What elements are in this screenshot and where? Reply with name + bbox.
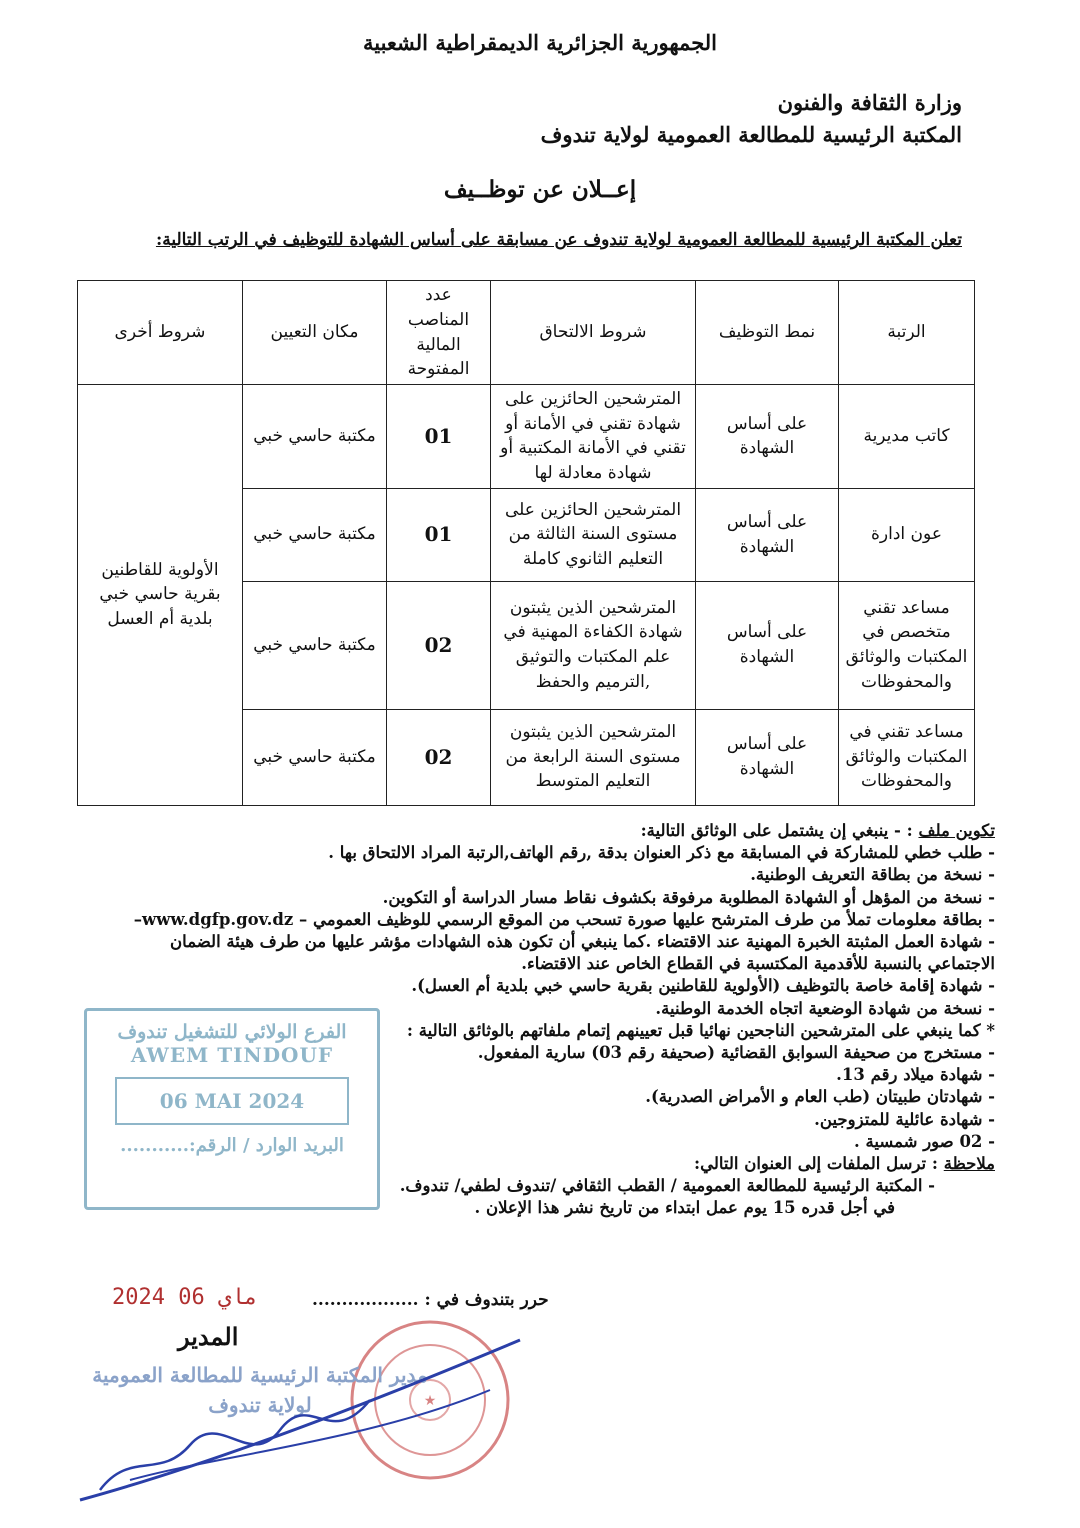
row-rank: مساعد تقني متخصص في المكتبات والوثائق والمحفوظات [839,581,975,709]
row-place: مكتبة حاسي خبي [243,581,387,709]
list-item: * كما ينبغي على المترشحين الناجحين نهائيا قبل تعيينهم إتمام ملفاتهم بالوثائق التالية : [406,1020,995,1040]
row-mode: على أساس الشهادة [696,709,839,805]
list-item: - شهادة إقامة خاصة بالتوظيف (الأولوية للقاطنين بقرية حاسي خبي بلدية أم العسل). [411,976,995,996]
note-heading: ملاحظة [943,1154,995,1174]
handwritten-date: 2024 ماي 06 [112,1285,258,1310]
stamp-line-mail: البريد الوارد / الرقم:........... [120,1135,344,1156]
list-item: - شهادتان طبيتان (طب العام و الأمراض الصدرية). [645,1087,995,1107]
row-rank: عون ادارة [839,488,975,581]
row-conditions: المترشحين الحائزين على شهادة تقني في الأمانة أو تقني في الأمانة المكتبية أو شهادة معادلة لها [491,385,696,489]
row-rank: كاتب مديرية [839,385,975,489]
table-header-row [78,281,975,385]
file-heading: تكوين ملف [918,821,995,840]
row-mode: على أساس الشهادة [696,385,839,489]
list-item: - نسخة من بطاقة التعريف الوطنية. [750,865,995,885]
header-conditions: شروط الالتحاق [491,281,696,385]
header-posts: عدد المناصب المالية المفتوحة [387,281,491,385]
stamp-date: 06 MAI 2024 [115,1077,349,1125]
row-place: مكتبة حاسي خبي [243,488,387,581]
ministry-name: وزارة الثقافة والفنون [777,90,962,115]
row-posts: 01 [387,385,491,489]
table-row [78,385,975,489]
stamp-line-agency: الفرع الولائي للتشغيل تندوف [117,1021,347,1043]
note-heading-rest: : ترسل الملفات إلى العنوان التالي: [694,1154,944,1174]
intro-text: تعلن المكتبة الرئيسية للمطالعة العمومية لولاية تندوف عن مسابقة على أساس الشهادة للتوظيف في الرتب التالية: [155,230,962,250]
list-item: - بطاقة معلومات تملأ من طرف المترشح عليها صورة تسحب من الموقع الرسمي للوظيف العمومي – www.dgfp.gov.dz– [133,909,995,929]
row-place: مكتبة حاسي خبي [243,385,387,489]
file-heading-line [134,820,995,842]
list-item: - نسخة من شهادة الوضعية اتجاه الخدمة الوطنية. [655,998,995,1018]
place-date-label: حرر بتندوف في : .................. [312,1290,549,1310]
header-mode: نمط التوظيف [696,281,839,385]
other-conditions: الأولوية للقاطنين بقرية حاسي خبي بلدية أم العسل [78,385,243,806]
republic-heading: الجمهورية الجزائرية الديمقراطية الشعبية [362,30,717,55]
list-item: - طلب خطي للمشاركة في المسابقة مع ذكر العنوان بدقة ,رقم الهاتف,الرتبة المراد الالتحاق بها . [328,843,995,863]
row-rank: مساعد تقني في المكتبات والوثائق والمحفوظات [839,709,975,805]
file-section [134,820,995,1220]
list-item: - نسخة من المؤهل أو الشهادة المطلوبة مرفوقة بكشوف نقاط مسار الدراسة أو التكوين. [382,887,995,907]
positions-table [77,280,975,806]
row-posts: 02 [387,709,491,805]
row-mode: على أساس الشهادة [696,488,839,581]
list-item: الاجتماعي بالنسبة للأقدمية المكتسبة في القطاع الخاص عند الاقتضاء. [521,954,995,974]
svg-text:★: ★ [423,1393,437,1409]
note-heading-line [134,1153,995,1175]
document-title: إعــلان عن توظــيف [443,176,637,203]
header-rank: الرتبة [839,281,975,385]
row-posts: 01 [387,488,491,581]
row-place: مكتبة حاسي خبي [243,709,387,805]
list-item: - مستخرج من صحيفة السوابق القضائية (صحيفة رقم 03) سارية المفعول. [477,1043,995,1063]
library-stamp-line2: لولاية تندوف [208,1393,312,1417]
row-mode: على أساس الشهادة [696,581,839,709]
list-item: - شهادة ميلاد رقم 13. [836,1065,995,1085]
note-address: - المكتبة الرئيسية للمطالعة العمومية / القطب الثقافي /تندوف لطفي/ تندوف. [399,1176,935,1196]
row-conditions: المترشحين الحائزين على مستوى السنة الثالثة من التعليم الثانوي كاملة [491,488,696,581]
row-conditions: المترشحين الذين يثبتون شهادة الكفاءة المهنية في علم المكتبات والتوثيق ,الترميم والحفظ [491,581,696,709]
file-heading-rest: : - ينبغي إن يشتمل على الوثائق التالية: [640,821,919,840]
director-signature [70,1330,530,1510]
list-item: - 02 صور شمسية . [854,1131,995,1151]
list-item: - شهادة عائلية للمتزوجين. [814,1109,995,1129]
row-posts: 02 [387,581,491,709]
header-other: شروط أخرى [78,281,243,385]
director-title: المدير [178,1322,239,1351]
stamp-line-awem: AWEM TINDOUF [130,1043,334,1067]
row-conditions: المترشحين الذين يثبتون مستوى السنة الرابعة من التعليم المتوسط [491,709,696,805]
list-item: - شهادة العمل المثبتة الخبرة المهنية عند الاقتضاء .كما ينبغي أن تكون هذه الشهادات مؤشر عليها من طرف هيئة الضمان [170,932,995,952]
library-name: المكتبة الرئيسية للمطالعة العمومية لولاية تندوف [540,122,962,147]
note-deadline: في أجل قدره 15 يوم عمل ابتداء من تاريخ نشر هذا الإعلان . [474,1198,895,1218]
library-stamp-line1: مدير المكتبة الرئيسية للمطالعة العمومية [92,1363,428,1387]
header-place: مكان التعيين [243,281,387,385]
